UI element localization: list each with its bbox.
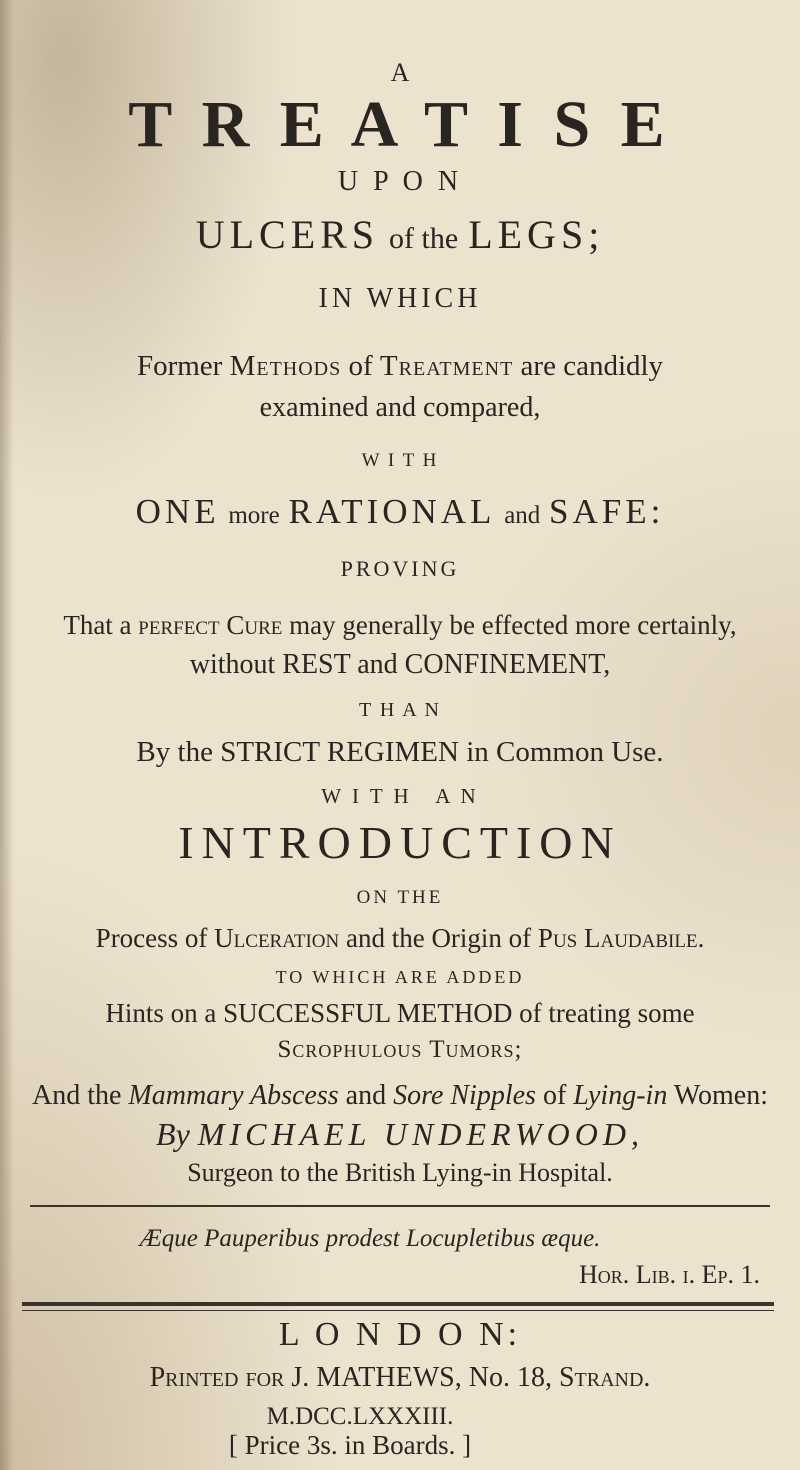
text-ulceration: Ulceration (214, 923, 340, 953)
text-former: Former (136, 350, 223, 382)
with-an: W I T H A N (321, 784, 479, 808)
text-process: Process (95, 923, 179, 953)
than: T H A N (359, 699, 441, 721)
word-of-the: of the (389, 222, 459, 255)
line-without-rest (0, 651, 800, 679)
text-treatment: Treatment (379, 350, 514, 382)
line-hints (0, 1000, 800, 1027)
scrophulous-tumors: Scrophulous Tumors; (277, 1036, 523, 1063)
surgeon-line: Surgeon to the British Lying-in Hospital. (187, 1158, 613, 1187)
line-author (0, 1118, 800, 1150)
motto-source: Hor. Lib. i. Ep. 1. (578, 1260, 760, 1289)
text-perfect: perfect (138, 610, 220, 640)
text-confinement: CONFINEMENT, (404, 649, 611, 680)
text-printer: J. MATHEWS, (291, 1362, 462, 1393)
text-strand: Strand. (558, 1362, 651, 1393)
text-address: No. 18, (468, 1362, 552, 1393)
text-printed-for: Printed for (149, 1362, 285, 1393)
text-women: Women: (673, 1080, 768, 1111)
introduction: INTRODUCTION (178, 817, 622, 868)
text-cure: Cure (226, 610, 283, 640)
in-which: IN WHICH (318, 283, 482, 314)
word-and: and (504, 502, 541, 529)
line-strict-regimen (0, 738, 800, 767)
word-upon: U P O N (337, 166, 463, 197)
to-which-are-added: TO WHICH ARE ADDED (275, 967, 525, 987)
word-legs: LEGS; (468, 212, 605, 257)
line-examined: examined and compared, (259, 392, 541, 423)
latin-motto: Æque Pauperibus prodest Locupletibus æque. (139, 1225, 601, 1252)
line-former-methods (0, 352, 800, 381)
text-cure-rest: may generally be effected more certainly, (289, 610, 737, 640)
author-name: MICHAEL UNDERWOOD, (197, 1116, 644, 1152)
line-process-ulceration (0, 925, 800, 952)
text-and-2: and (357, 649, 398, 680)
text-without: without (189, 649, 276, 680)
text-laudabile: Laudabile. (583, 923, 705, 953)
text-are-candidly: are candidly (520, 350, 664, 382)
text-of-3: of (542, 1080, 567, 1111)
text-rest: REST (282, 649, 351, 680)
text-of: of (348, 350, 373, 382)
main-title-treatise: T R E A T I S E (128, 88, 672, 161)
text-successful-method: SUCCESSFUL METHOD (223, 998, 513, 1028)
text-by-the: By the (136, 736, 213, 768)
text-pus: Pus (537, 923, 578, 953)
year: M.DCC.LXXXIII. (266, 1403, 454, 1430)
on-the: ON THE (356, 887, 444, 908)
text-and-sore: and (345, 1080, 387, 1111)
double-rule-thick (22, 1302, 774, 1306)
word-one: ONE (135, 492, 220, 531)
proving: PROVING (340, 556, 460, 581)
text-strict-regimen: STRICT REGIMEN (220, 736, 459, 768)
article-a: A (390, 58, 410, 87)
top-rule (30, 1205, 770, 1207)
text-in-common-use: in Common Use. (466, 736, 664, 768)
text-and-the: And the (31, 1080, 122, 1111)
text-hints-on-a: Hints on a (105, 998, 217, 1028)
text-sore-nipples: Sore Nipples (393, 1080, 536, 1111)
word-ulcers: ULCERS (195, 212, 380, 257)
word-more: more (228, 502, 280, 529)
subtitle-line (0, 212, 800, 257)
word-safe: SAFE: (549, 492, 665, 531)
text-and-the-origin: and the Origin of (345, 923, 532, 953)
word-rational: RATIONAL (288, 492, 496, 531)
price: [ Price 3s. in Boards. ] (228, 1430, 472, 1460)
line-printed-for (0, 1364, 800, 1392)
with-1: W I T H (361, 450, 439, 471)
text-by: By (156, 1116, 190, 1152)
text-lying-in: Lying-in (573, 1080, 668, 1111)
line-that-a-perfect-cure (0, 612, 800, 639)
imprint-london: L O N D O N: (278, 1316, 522, 1353)
text-of-treating-some: of treating some (519, 998, 695, 1028)
double-rule-thin (22, 1310, 774, 1311)
text-of-2: of (184, 923, 208, 953)
line-mammary (0, 1082, 800, 1110)
text-methods: Methods (229, 350, 342, 382)
text-mammary-abscess: Mammary Abscess (128, 1080, 339, 1111)
line-one-rational (0, 494, 800, 529)
text-that-a: That a (63, 610, 132, 640)
